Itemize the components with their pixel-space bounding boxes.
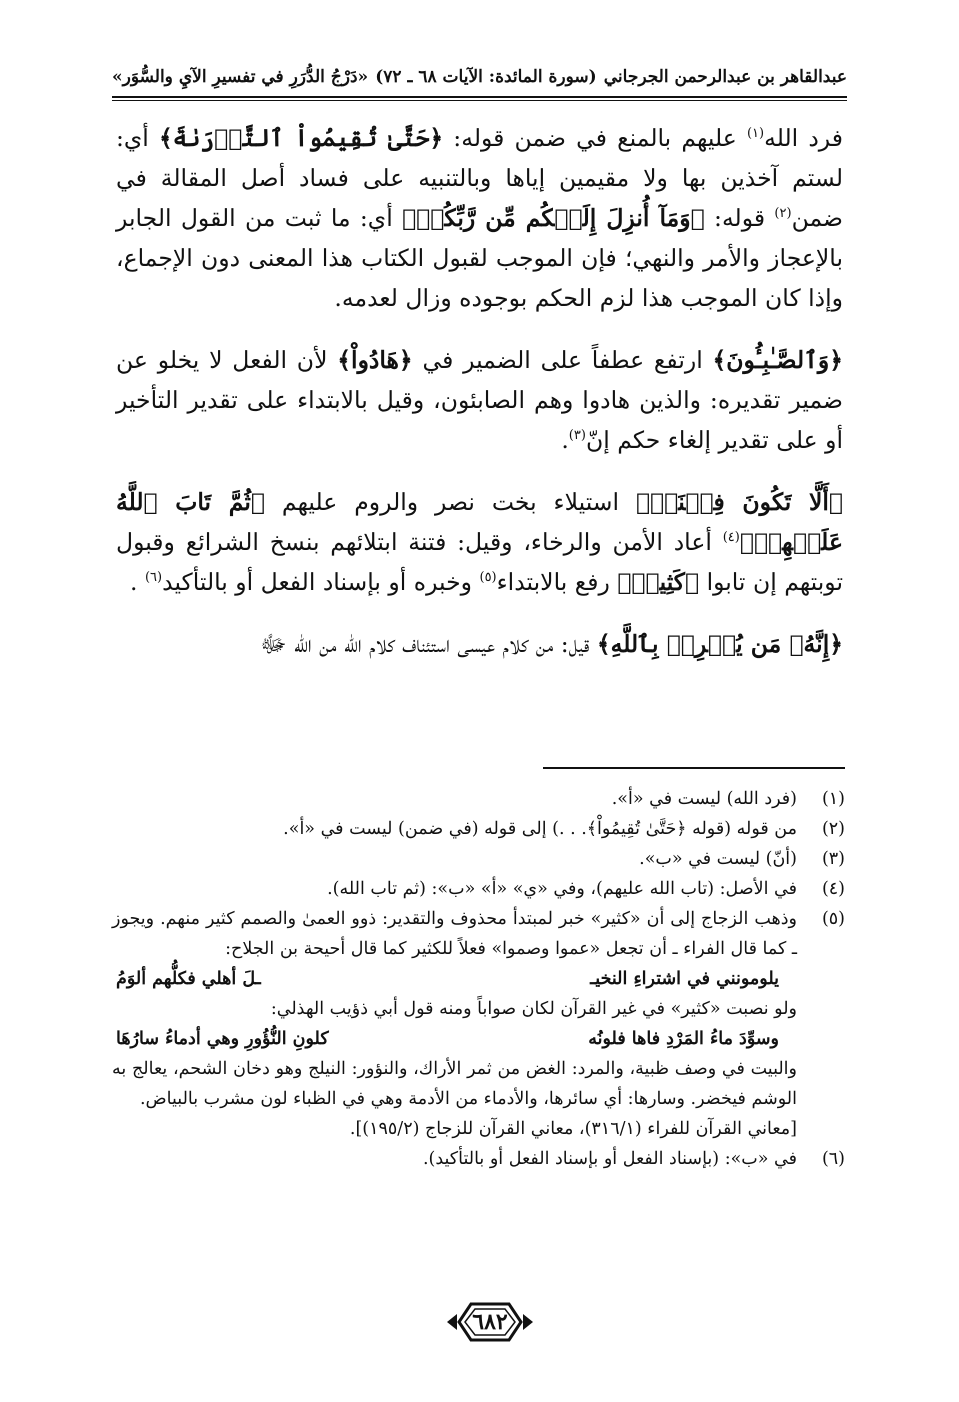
footnote-ref[interactable]: (١): [746, 126, 765, 142]
paragraph-2: [116, 340, 843, 460]
header-rule-thin: [112, 100, 847, 101]
footnotes: [112, 784, 845, 1174]
footnote-ref[interactable]: (٥): [479, 570, 497, 586]
text-run: أعاد الأمن والرخاء، وقيل: فتنة ابتلائهم بنسخ الشرائع وقبول توبتهم إن تابوا: [116, 528, 843, 596]
header-section: (سورة المائدة: الآيات ٦٨ ـ ٧٢): [375, 67, 597, 87]
footnote-number: (٥): [821, 909, 845, 929]
footnote-citation: [معاني القرآن للفراء (٣١٦/١)، معاني القرآن للزجاج (١٩٥/٢)].: [349, 1119, 797, 1139]
footnote-5: [112, 904, 845, 1144]
footnote-2: [112, 814, 845, 844]
footnote-text: والبيت في وصف ظبية، والمرد: الغض من ثمر الأراك، والنؤور: النيلج وهو دخان الشحم، يعالج به الوشم فيخضر. وسارها: أي سائرها، والأدماء من الأدمة وهي في الظباء لون مشرب بالبياض.: [112, 1059, 797, 1109]
quran-quote: ﴿أَلَّا تَكُونَ فِتۡنَةٞ﴾: [635, 488, 843, 516]
verse-hemistich: يلومونني في اشتراءِ النخيـ: [590, 969, 779, 989]
paragraph-4: [116, 624, 843, 664]
header-rule: [112, 96, 847, 98]
paragraph-3: [116, 482, 843, 602]
footnote-3: [112, 844, 845, 874]
text-run: استيلاء بخت نصر والروم عليهم: [265, 488, 636, 516]
quran-quote: ﴿وَمَآ أُنزِلَ إِلَيۡكُم مِّن رَّبِّكُمۡ﴾: [402, 204, 705, 232]
text-run: قوله:: [704, 204, 775, 232]
footnote-number: (٣): [821, 849, 845, 869]
text-run: لأن الفعل لا يخلو عن ضمير تقديره: والذين هادوا وهم الصابئون، وقيل بالابتداء على تقدير التأخير أو على تقدير إلغاء حكم إنّ: [116, 346, 843, 454]
main-text: [116, 118, 843, 686]
footnote-text: من قوله (قوله ﴿حَتَّىٰ تُقِيمُواْ﴾. . .) إلى قوله (في ضمن) ليست في «أ».: [283, 819, 797, 839]
text-run: فرد الله: [764, 124, 844, 152]
text-run: قيل: من كلام عيسى استئناف كلام الله من الله ﷻ: [260, 630, 597, 658]
footnote-ref[interactable]: (٤): [722, 530, 740, 546]
footnote-number: (٢): [821, 819, 845, 839]
quran-quote: ﴿وَٱلصَّـٰبِـُٔونَ﴾: [712, 346, 843, 374]
footnote-text-block: [112, 904, 797, 1144]
page-number-ornament: [445, 1298, 535, 1346]
text-run: رفع بالابتداء: [496, 568, 618, 596]
text-run: أي: لستم آخذين بها ولا مقيمين إياها وبالتنبيه على فساد أصل المقالة في ضمن: [116, 124, 843, 232]
verse-hemistich: كلونِ النُّؤُورِ وهي أدماءُ سارُهَا: [116, 1029, 329, 1049]
text-run: عليهم بالمنع في ضمن قوله:: [443, 124, 747, 152]
verse-hemistich: وسوِّدَ ماءُ المَرْدِ فاها فلونُه: [588, 1029, 779, 1049]
quran-quote: ﴿إِنَّهُۥ مَن يُشۡرِكۡ بِٱللَّهِ﴾: [596, 630, 843, 658]
text-run: أي: ما ثبت من القول الجابر بالإعجاز والأمر والنهي؛ فإن الموجب لقبول الكتاب هذا المعنى دون الإجماع، وإذا كان الموجب هذا لزم الحكم بوجوده وزال لعدمه.: [116, 204, 843, 312]
footnote-text: (فرد الله) ليست في «أ».: [611, 789, 797, 809]
paragraph-1: [116, 118, 843, 318]
footnote-number: (٦): [821, 1149, 845, 1169]
footnote-ref[interactable]: (٣): [568, 428, 586, 444]
text-run: .: [561, 426, 569, 454]
verse-hemistich: ـلَ أهلي فكلُّهم ألوَمُ: [116, 969, 261, 989]
footnote-ref[interactable]: (٢): [774, 206, 792, 222]
footnote-text: في «ب»: (بإسناد الفعل أو بإسناد الفعل أو بالتأكيد).: [422, 1149, 797, 1169]
footnote-1: [112, 784, 845, 814]
footnote-number: (٤): [821, 879, 845, 899]
footnote-text: في الأصل: (تاب الله عليهم)، وفي «ي» «أ» «ب»: (ثم تاب الله).: [327, 879, 797, 899]
footnote-text: ولو نصبت «كثير» في غير القرآن لكان صواباً ومنه قول أبي ذؤيب الهذلي:: [270, 999, 797, 1019]
footnote-4: [112, 874, 845, 904]
text-run: .: [130, 568, 145, 596]
poem-verse-2: [112, 1024, 797, 1054]
header-author: عبدالقاهر بن عبدالرحمن الجرجاني: [603, 67, 847, 87]
quran-quote: ﴿كَثِيرٞ﴾: [617, 568, 700, 596]
footnote-6: [112, 1144, 845, 1174]
page-number: ٦٨٢: [472, 1309, 508, 1335]
footnote-number: (١): [821, 789, 845, 809]
text-run: وخبره أو بإسناد الفعل أو بالتأكيد: [162, 568, 480, 596]
quran-quote: ﴿ثُمَّ تَابَ ٱللَّهُ عَلَيۡهِمۡ﴾: [116, 488, 843, 556]
text-run: ارتفع عطفاً على الضمير في: [412, 346, 713, 374]
quran-quote: ﴿هَادُواْ﴾: [337, 346, 413, 374]
footnote-text: (أنّ) ليست في «ب».: [639, 849, 797, 869]
footnote-text: وذهب الزجاج إلى أن «كثير» خبر لمبتدأ محذوف والتقدير: ذوو العمىٰ والصمم كثير منهم. ويجوز ـ كما قال الفراء ـ أن تجعل «عموا وصموا» فعلاً للكثير كما قال أحيحة بن الجلاح:: [112, 909, 797, 959]
running-header: [112, 62, 847, 92]
footnote-separator: [543, 767, 845, 769]
quran-quote: ﴿حَتَّىٰ تُقِيمُواْ ٱلتَّوۡرَىٰةَ﴾: [159, 124, 444, 152]
poem-verse-1: [112, 964, 797, 994]
footnote-ref[interactable]: (٦): [144, 570, 163, 586]
header-book-title: «دَرْجُ الدُّرَرِ في تفسيرِ الآيِ والسُّوَر»: [112, 67, 369, 87]
